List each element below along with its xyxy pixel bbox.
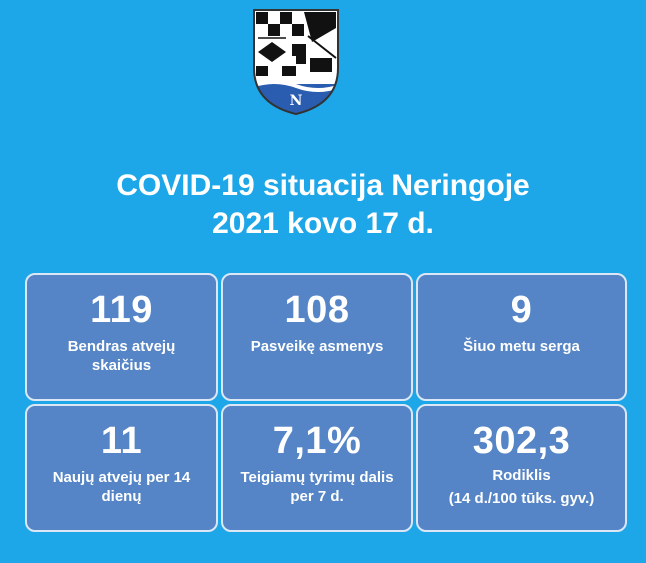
stat-value: 7,1%: [272, 420, 362, 462]
stat-label: Pasveikę asmenys: [250, 338, 384, 355]
stat-value: 119: [90, 289, 153, 331]
crest-letter: N: [289, 93, 303, 109]
page-title: COVID-19 situacija Neringoje: [116, 169, 530, 202]
neringa-coat-of-arms-icon: [252, 8, 340, 116]
stat-label: Rodiklis: [492, 467, 551, 484]
stat-value: 11: [100, 420, 143, 462]
stat-label: Šiuo metu serga: [463, 338, 580, 355]
stat-card-new-cases-14-days: [25, 404, 218, 532]
stat-label: Teigiamų tyrimų dalis per 7 d.: [240, 469, 394, 505]
stat-label: Naujų atvejų per 14 dienų: [52, 469, 191, 505]
stat-card-recovered: [221, 273, 413, 401]
stat-value: 108: [284, 289, 350, 331]
stat-value: 302,3: [472, 420, 571, 462]
stat-value: 9: [510, 289, 533, 331]
stat-card-currently-sick: [416, 273, 627, 401]
page-date: 2021 kovo 17 d.: [212, 207, 434, 240]
stat-card-positive-tests-share: [221, 404, 413, 532]
stat-sublabel: (14 d./100 tūks. gyv.): [448, 490, 595, 507]
stat-label: Bendras atvejų skaičius: [67, 338, 176, 374]
stat-card-incidence-rate: [416, 404, 627, 532]
stat-card-total-cases: [25, 273, 218, 401]
